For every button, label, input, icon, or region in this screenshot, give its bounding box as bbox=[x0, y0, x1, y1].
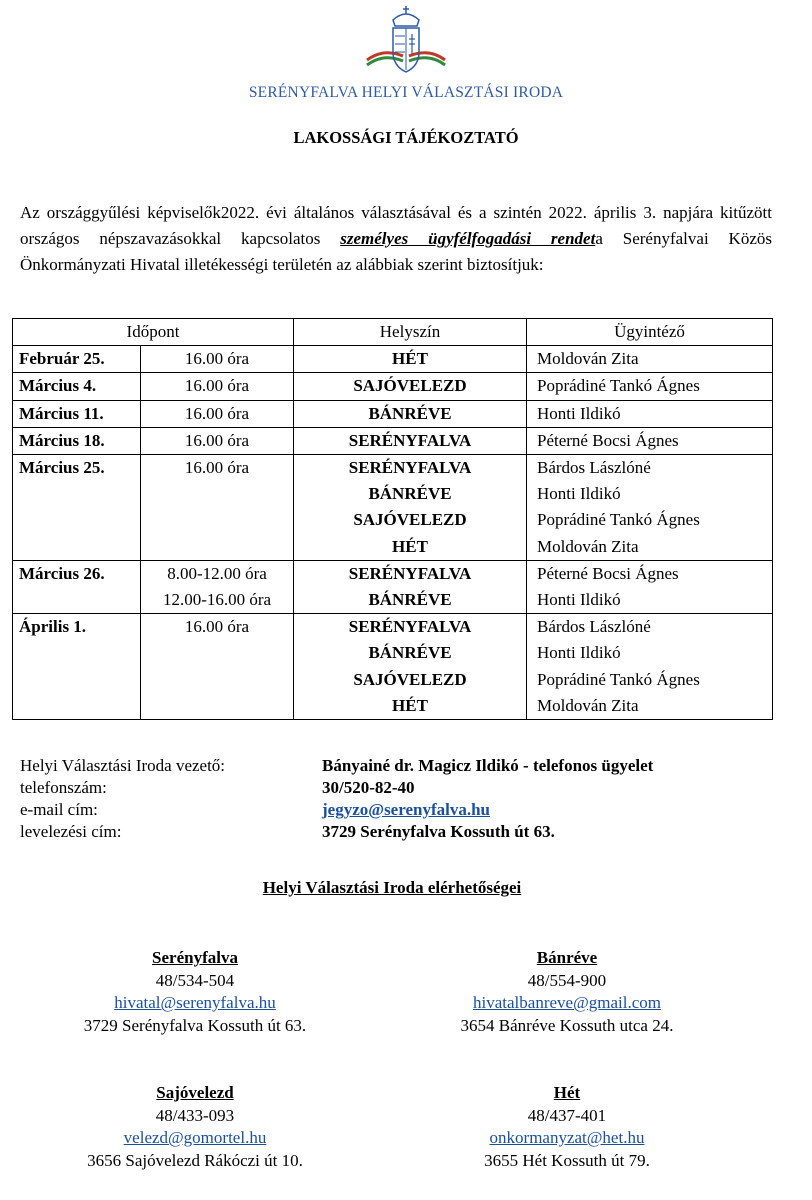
contact-phone-row bbox=[20, 777, 653, 799]
schedule-time bbox=[141, 346, 294, 373]
header-time: Időpont bbox=[13, 319, 294, 346]
leader-label: Helyi Választási Iroda vezető: bbox=[20, 756, 226, 775]
office-email-link[interactable]: onkormanyzat@het.hu bbox=[489, 1128, 645, 1147]
schedule-place bbox=[294, 400, 527, 427]
schedule-place-line: SERÉNYFALVA bbox=[348, 563, 472, 583]
office-address: 3729 Serényfalva Kossuth út 63. bbox=[83, 1015, 307, 1035]
schedule-place bbox=[294, 614, 527, 720]
office-name-label: Bánréve bbox=[536, 948, 598, 967]
schedule-row bbox=[13, 455, 773, 561]
phone-value: 30/520-82-40 bbox=[322, 778, 415, 797]
office-name-label: Serényfalva bbox=[152, 948, 238, 967]
office-name-label: Hét bbox=[553, 1083, 581, 1102]
schedule-place-line: SAJÓVELEZD bbox=[353, 510, 467, 530]
schedule-officer-line: Moldován Zita bbox=[537, 349, 639, 369]
office-block-sajovelezd bbox=[30, 1082, 360, 1172]
schedule-place bbox=[294, 346, 527, 373]
availability-title: Helyi Választási Iroda elérhetőségei bbox=[262, 878, 522, 897]
contact-postal-row bbox=[20, 821, 653, 843]
schedule-place-line: HÉT bbox=[392, 349, 428, 369]
schedule-officer bbox=[527, 373, 773, 400]
office-block-banreve bbox=[402, 947, 732, 1037]
schedule-officer-line: Péterné Bocsi Ágnes bbox=[537, 430, 679, 450]
schedule-time bbox=[141, 560, 294, 613]
schedule-officer-line: Poprádiné Tankó Ágnes bbox=[537, 376, 700, 396]
schedule-date: Március 11. bbox=[13, 400, 141, 427]
schedule-time-line: 16.00 óra bbox=[184, 403, 250, 423]
schedule-time-line: 16.00 óra bbox=[184, 458, 250, 478]
schedule-time bbox=[141, 427, 294, 454]
schedule-place bbox=[294, 373, 527, 400]
schedule-place bbox=[294, 427, 527, 454]
schedule-officer-line: Moldován Zita bbox=[537, 695, 639, 715]
office-phone: 48/534-504 bbox=[155, 970, 235, 990]
contact-block bbox=[20, 755, 653, 843]
schedule-time bbox=[141, 455, 294, 561]
schedule-date: Március 26. bbox=[13, 560, 141, 613]
schedule-officer bbox=[527, 400, 773, 427]
schedule-officer-line: Bárdos Lászlóné bbox=[537, 617, 651, 637]
office-address: 3654 Bánréve Kossuth utca 24. bbox=[460, 1015, 674, 1035]
office-block-serenyfalva bbox=[30, 947, 360, 1037]
header-place: Helyszín bbox=[294, 319, 527, 346]
schedule-time-line: 16.00 óra bbox=[184, 376, 250, 396]
schedule-place-line: SERÉNYFALVA bbox=[348, 458, 472, 478]
postal-value: 3729 Serényfalva Kossuth út 63. bbox=[322, 822, 555, 841]
schedule-row bbox=[13, 427, 773, 454]
page-title: LAKOSSÁGI TÁJÉKOZTATÓ bbox=[293, 128, 519, 147]
schedule-row bbox=[13, 346, 773, 373]
phone-label: telefonszám: bbox=[20, 778, 107, 797]
schedule-place-line: BÁNRÉVE bbox=[368, 484, 452, 504]
schedule-date: Március 25. bbox=[13, 455, 141, 561]
schedule-place-line: HÉT bbox=[392, 695, 428, 715]
schedule-time bbox=[141, 373, 294, 400]
schedule-officer bbox=[527, 560, 773, 613]
schedule-time-line: 8.00-12.00 óra bbox=[167, 563, 267, 583]
office-email-link[interactable]: velezd@gomortel.hu bbox=[123, 1128, 267, 1147]
office-phone: 48/554-900 bbox=[527, 970, 607, 990]
schedule-time bbox=[141, 614, 294, 720]
schedule-officer-line: Honti Ildikó bbox=[537, 590, 621, 610]
hungarian-coat-of-arms-icon bbox=[363, 2, 449, 82]
schedule-date: Február 25. bbox=[13, 346, 141, 373]
schedule-time-line: 16.00 óra bbox=[184, 349, 250, 369]
schedule-officer-line: Honti Ildikó bbox=[537, 403, 621, 423]
office-block-het bbox=[402, 1082, 732, 1172]
schedule-officer-line: Honti Ildikó bbox=[537, 643, 621, 663]
schedule-place-line: SERÉNYFALVA bbox=[348, 430, 472, 450]
schedule-row bbox=[13, 373, 773, 400]
schedule-table bbox=[12, 318, 773, 720]
intro-text-end: a Serényfalvai Közös Önkormányzati Hivatal illetékességi területén az alábbiak szerint biztosítjuk: bbox=[20, 229, 772, 274]
schedule-time bbox=[141, 400, 294, 427]
schedule-place-line: BÁNRÉVE bbox=[368, 590, 452, 610]
schedule-officer bbox=[527, 346, 773, 373]
schedule-date: Március 4. bbox=[13, 373, 141, 400]
schedule-date: Március 18. bbox=[13, 427, 141, 454]
schedule-officer-line: Honti Ildikó bbox=[537, 484, 621, 504]
schedule-officer-line: Péterné Bocsi Ágnes bbox=[537, 563, 679, 583]
schedule-officer bbox=[527, 455, 773, 561]
office-email-link[interactable]: hivatalbanreve@gmail.com bbox=[473, 993, 661, 1012]
office-email-link[interactable]: hivatal@serenyfalva.hu bbox=[114, 993, 276, 1012]
schedule-header-row bbox=[13, 319, 773, 346]
schedule-place-line: SERÉNYFALVA bbox=[348, 617, 472, 637]
schedule-place-line: BÁNRÉVE bbox=[368, 403, 452, 423]
schedule-officer bbox=[527, 614, 773, 720]
office-name-label: Sajóvelezd bbox=[156, 1083, 234, 1102]
schedule-time-line: 12.00-16.00 óra bbox=[162, 590, 272, 610]
intro-paragraph bbox=[20, 200, 772, 278]
schedule-officer-line: Poprádiné Tankó Ágnes bbox=[537, 510, 700, 530]
email-link[interactable]: jegyzo@serenyfalva.hu bbox=[322, 800, 491, 819]
office-address: 3655 Hét Kossuth út 79. bbox=[484, 1150, 650, 1170]
schedule-officer bbox=[527, 427, 773, 454]
office-name: SERÉNYFALVA HELYI VÁLASZTÁSI IRODA bbox=[248, 84, 564, 101]
schedule-row bbox=[13, 560, 773, 613]
schedule-place bbox=[294, 560, 527, 613]
leader-value: Bányainé dr. Magicz Ildikó - telefonos ügyelet bbox=[322, 756, 654, 775]
schedule-time-line: 16.00 óra bbox=[184, 617, 250, 637]
schedule-place-line: SAJÓVELEZD bbox=[353, 376, 467, 396]
postal-label: levelezési cím: bbox=[20, 822, 122, 841]
contact-leader-row bbox=[20, 755, 653, 777]
intro-emphasis: személyes ügyfélfogadási rendet bbox=[340, 229, 596, 248]
schedule-place-line: BÁNRÉVE bbox=[368, 643, 452, 663]
contact-email-row bbox=[20, 799, 653, 821]
schedule-officer-line: Bárdos Lászlóné bbox=[537, 458, 651, 478]
office-phone: 48/433-093 bbox=[155, 1105, 235, 1125]
header-officer: Ügyintéző bbox=[527, 319, 773, 346]
office-address: 3656 Sajóvelezd Rákóczi út 10. bbox=[87, 1150, 303, 1170]
schedule-place-line: HÉT bbox=[392, 536, 428, 556]
schedule-row bbox=[13, 400, 773, 427]
schedule-time-line: 16.00 óra bbox=[184, 430, 250, 450]
schedule-row bbox=[13, 614, 773, 720]
schedule-officer-line: Poprádiné Tankó Ágnes bbox=[537, 669, 700, 689]
email-label: e-mail cím: bbox=[20, 800, 98, 819]
schedule-place bbox=[294, 455, 527, 561]
schedule-body bbox=[13, 346, 773, 720]
office-phone: 48/437-401 bbox=[527, 1105, 607, 1125]
schedule-date: Április 1. bbox=[13, 614, 141, 720]
schedule-place-line: SAJÓVELEZD bbox=[353, 669, 467, 689]
intro-text-start: Az országgyűlési képviselők2022. évi általános választásával és a szintén 2022. április 3. napjára kitűzött országos népszavazásokkal kapcsolatos bbox=[20, 203, 772, 248]
schedule-officer-line: Moldován Zita bbox=[537, 536, 639, 556]
